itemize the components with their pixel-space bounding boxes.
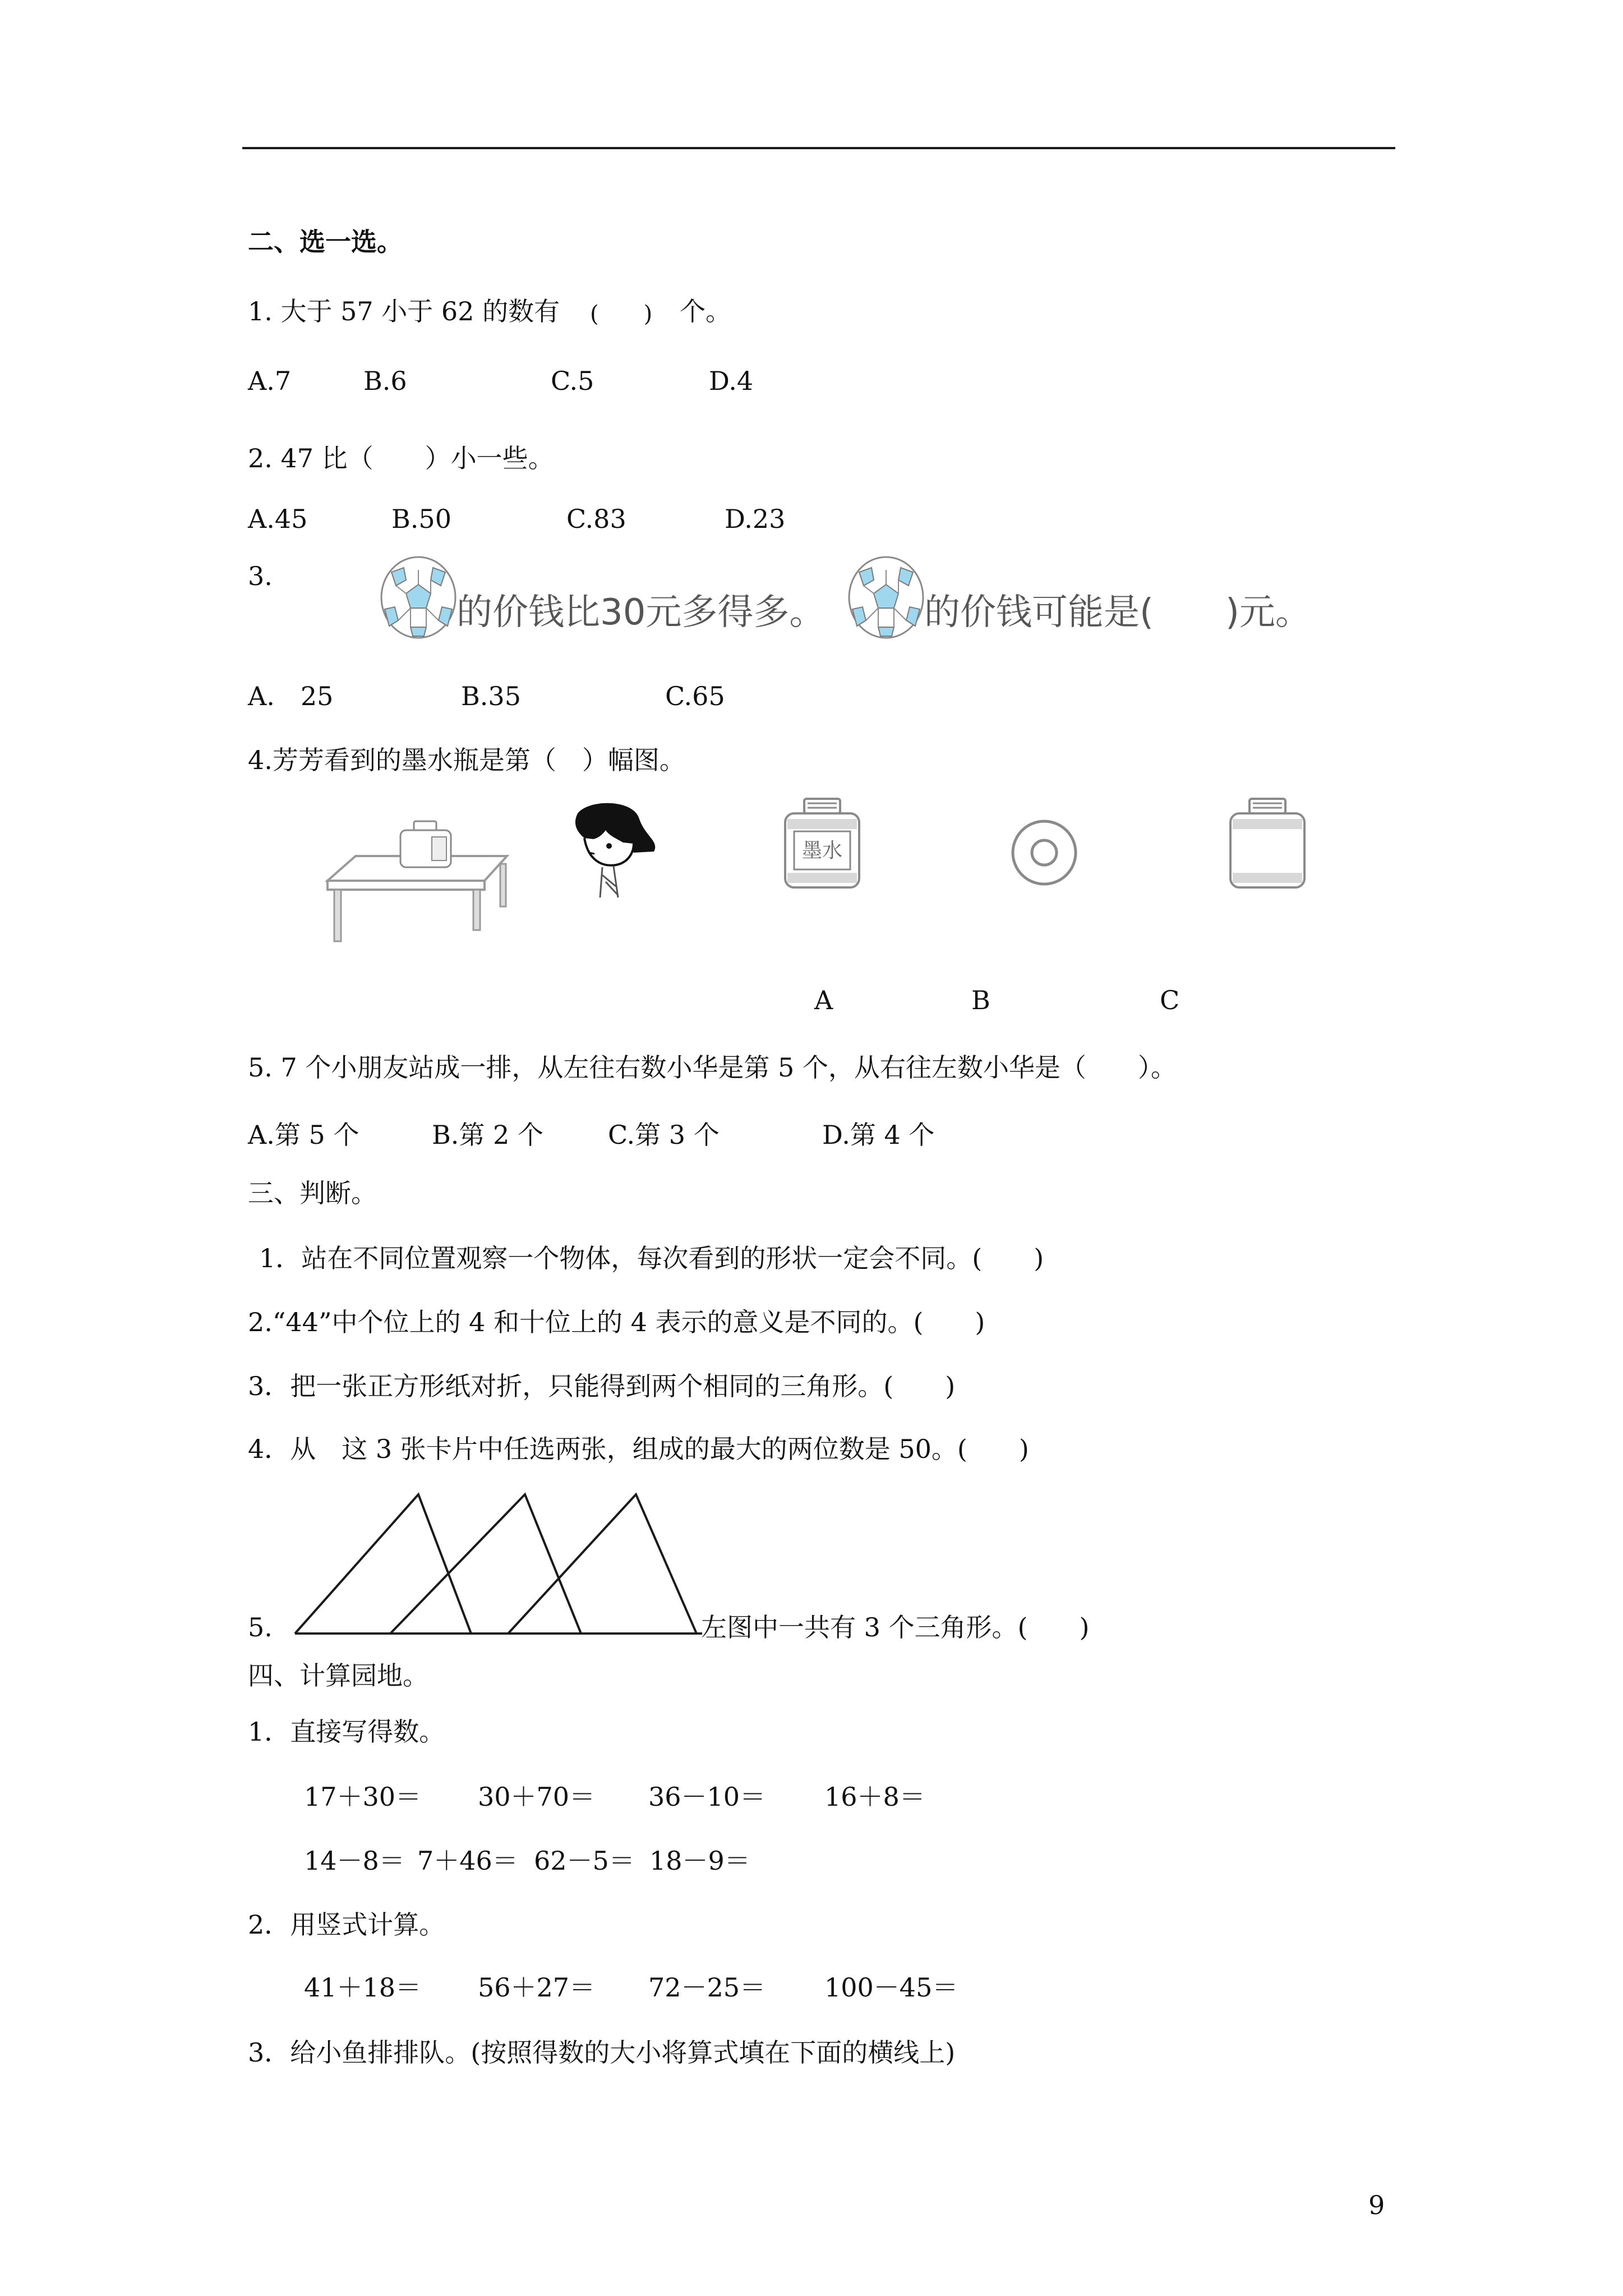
calc-item: 62－5＝: [534, 1846, 635, 1876]
q3-option-c: C.65: [665, 681, 725, 711]
q5-option-a: A.第 5 个: [248, 1120, 359, 1150]
ink-bottle-top-view-image: [1005, 817, 1083, 890]
soccer-ball-icon: [379, 555, 458, 639]
q3-text-part2: 的价钱可能是( )元。: [924, 592, 1311, 633]
q1-option-d: D.4: [709, 366, 754, 396]
q4-text: 4.芳芳看到的墨水瓶是第（ ）幅图。: [248, 745, 685, 775]
q3-text-part1: 的价钱比30元多得多。: [457, 592, 826, 633]
q2-option-b: B.50: [391, 504, 451, 534]
calc-item: 72－25＝: [648, 1972, 766, 2003]
q4-option-b: B: [971, 985, 990, 1015]
q3-number: 3.: [248, 561, 273, 591]
calc-item: 17＋30＝: [304, 1782, 422, 1812]
calc-item: 30＋70＝: [478, 1782, 596, 1812]
fish-order-subtitle: 3．给小鱼排排队。(按照得数的大小将算式填在下面的横线上): [248, 2037, 956, 2068]
q5-text: 5. 7 个小朋友站成一排，从左往右数小华是第 5 个，从右往左数小华是（ ）。: [248, 1052, 1177, 1083]
bottle-label: 墨水: [801, 839, 843, 862]
q4-option-c: C: [1160, 985, 1180, 1015]
q5-option-b: B.第 2 个: [432, 1120, 543, 1150]
q1-option-c: C.5: [551, 366, 594, 396]
header-rule: [242, 147, 1395, 149]
q2-option-a: A.45: [248, 504, 308, 534]
judge-item-5-text: 左图中一共有 3 个三角形。( ): [701, 1612, 1090, 1642]
calc-item: 100－45＝: [824, 1972, 958, 2003]
judge-item-1: 1．站在不同位置观察一个物体，每次看到的形状一定会不同。( ): [259, 1243, 1044, 1273]
direct-answer-subtitle: 1．直接写得数。: [248, 1717, 445, 1747]
q3-option-b: B.35: [461, 681, 521, 711]
q2-option-d: D.23: [725, 504, 786, 534]
q5-option-d: D.第 4 个: [822, 1120, 935, 1150]
calc-item: 41＋18＝: [304, 1972, 422, 2003]
calc-item: 18－9＝: [649, 1846, 750, 1876]
q1-option-b: B.6: [363, 366, 407, 396]
ink-bottle-side-image: [1223, 797, 1312, 892]
overlapping-triangles-figure: [286, 1487, 712, 1638]
section3-title: 三、判断。: [248, 1178, 377, 1208]
ink-bottle-front-image: [777, 797, 867, 892]
calc-item: 7＋46＝: [417, 1846, 518, 1876]
q1-option-a: A.7: [248, 366, 292, 396]
q2-text: 2. 47 比（ ）小一些。: [248, 443, 554, 473]
judge-item-2: 2.“44”中个位上的 4 和十位上的 4 表示的意义是不同的。( ): [248, 1307, 985, 1337]
q1-text: 1. 大于 57 小于 62 的数有: [248, 296, 560, 326]
page-number: 9: [1368, 2190, 1385, 2220]
q1-tail: 个。: [680, 296, 731, 326]
girl-observer-image: [555, 797, 662, 909]
q2-option-c: C.83: [566, 504, 626, 534]
judge-item-5-number: 5.: [248, 1612, 273, 1642]
calc-item: 36－10＝: [648, 1782, 766, 1812]
q5-option-c: C.第 3 个: [608, 1120, 720, 1150]
calc-item: 16＋8＝: [824, 1782, 925, 1812]
judge-item-3: 3．把一张正方形纸对折，只能得到两个相同的三角形。( ): [248, 1371, 956, 1401]
vertical-calc-subtitle: 2．用竖式计算。: [248, 1910, 445, 1940]
section4-title: 四、计算园地。: [248, 1660, 428, 1691]
q1-paren: ( ): [590, 301, 653, 327]
calc-item: 56＋27＝: [478, 1972, 596, 2003]
section2-title: 二、选一选。: [248, 227, 403, 257]
table-with-ink-bottle-image: [322, 802, 513, 942]
q4-option-a: A: [814, 985, 833, 1015]
soccer-ball-icon: [847, 555, 925, 639]
judge-item-4: 4．从 这 3 张卡片中任选两张，组成的最大的两位数是 50。( ): [248, 1434, 1029, 1464]
calc-item: 14－8＝: [304, 1846, 405, 1876]
q3-option-a: A. 25: [248, 681, 334, 711]
